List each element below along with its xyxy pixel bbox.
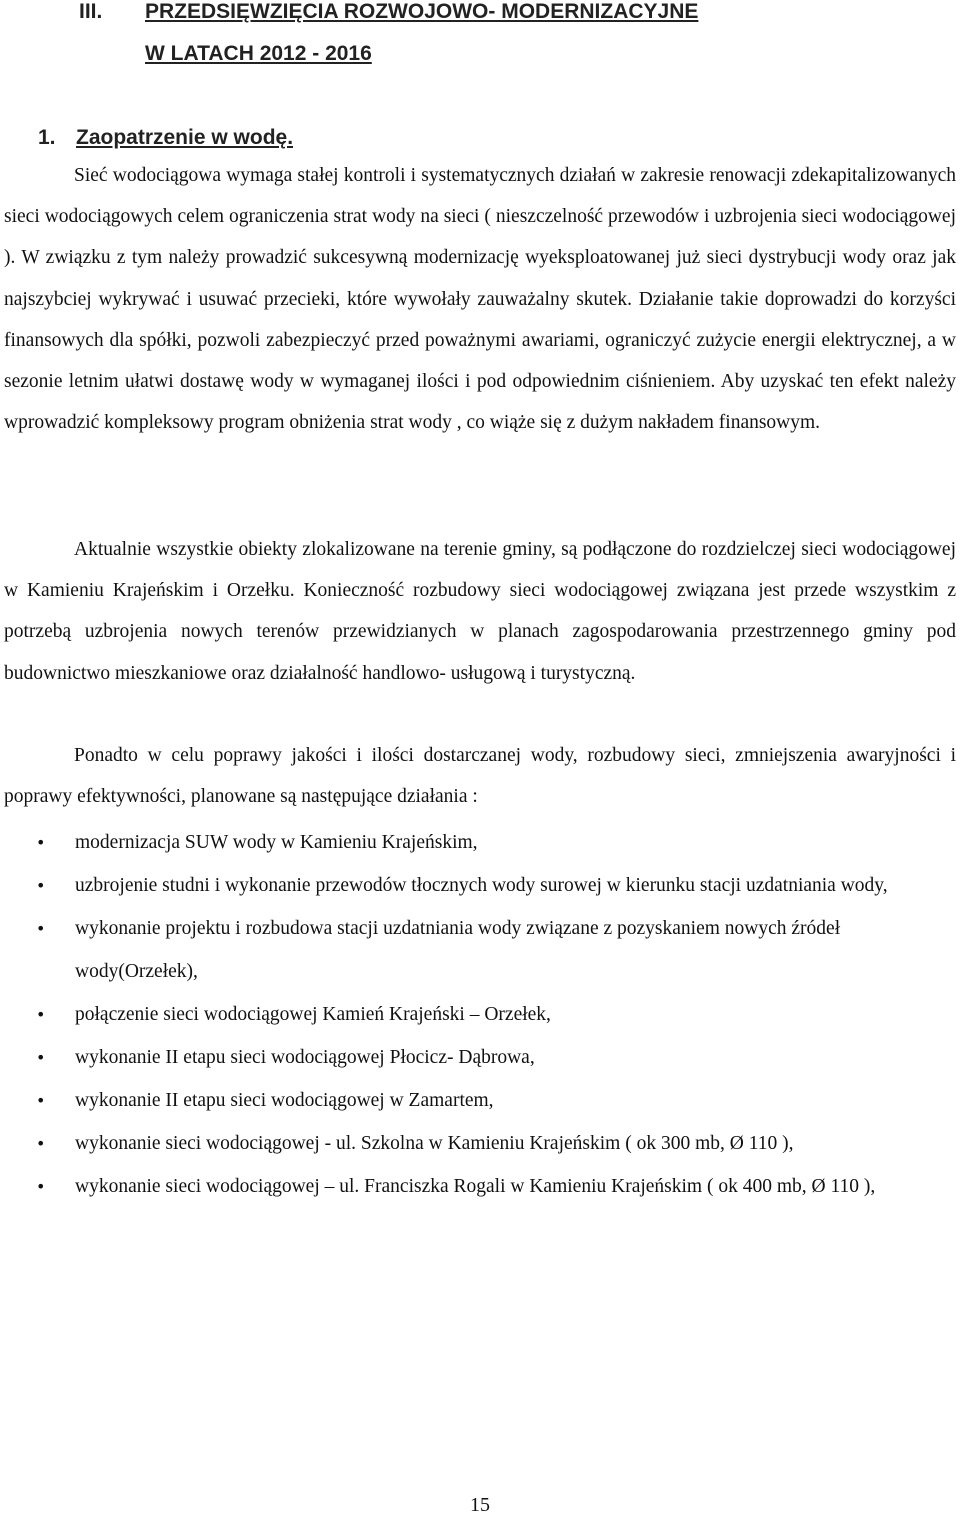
page-number: 15 xyxy=(470,1494,490,1516)
list-item-text: modernizacja SUW wody w Kamieniu Krajeńskim, xyxy=(75,832,478,853)
list-item xyxy=(0,1122,960,1165)
list-item xyxy=(0,821,960,864)
bullet-icon: • xyxy=(36,1091,46,1110)
planned-actions-list xyxy=(0,821,960,1208)
list-item xyxy=(0,1165,960,1208)
list-item-text: wykonanie sieci wodociągowej – ul. Franciszka Rogali w Kamieniu Krajeńskim ( ok 400 mb, Ø 110 ), xyxy=(75,1176,876,1197)
list-item-text: wykonanie II etapu sieci wodociągowej w Zamartem, xyxy=(75,1090,494,1111)
section-heading xyxy=(79,0,879,30)
paragraph-network-expansion: Aktualnie wszystkie obiekty zlokalizowane na terenie gminy, są podłączone do rozdzielczej sieci wodociągowej w Kamieniu Krajeńskim i Orzełku. Konieczność rozbudowy sieci wodociągowej związana jest przede wszystkim z potrzebą uzbrojenia nowych terenów przewidzianych w planach zagospodarowania przestrzennego gminy pod budownictwo mieszkaniowe oraz działalność handlowo- usługową i turystyczną. xyxy=(4,539,956,684)
paragraph-planned-actions-intro: Ponadto w celu poprawy jakości i ilości dostarczanej wody, rozbudowy sieci, zmniejszenia awaryjności i poprawy efektywności, planowane są następujące działania : xyxy=(4,745,956,808)
section-title-line2: W LATACH 2012 - 2016 xyxy=(145,42,372,65)
paragraph-water-network-maintenance: Sieć wodociągowa wymaga stałej kontroli i systematycznych działań w zakresie renowacji zdekapitalizowanych sieci wodociągowych celem ograniczenia strat wody na sieci ( nieszczelność przewodów i uzbrojenia sieci wodociągowej ). W związku z tym należy prowadzić sukcesywną modernizację wyeksploatowanej już sieci dystrybucji wody oraz jak najszybciej wykrywać i usuwać przecieki, które wywołały zauważalny skutek. Działanie takie doprowadzi do korzyści finansowych dla spółki, pozwoli zabezpieczyć przed poważnymi awariami, ograniczyć zużycie energii elektrycznej, a w sezonie letnim ułatwi dostawę wody w wymaganej ilości i pod odpowiednim ciśnieniem. Aby uzyskać ten efekt należy wprowadzić kompleksowy program obniżenia strat wody , co wiąże się z dużym nakładem finansowym. xyxy=(4,165,956,434)
list-item-text: uzbrojenie studni i wykonanie przewodów tłocznych wody surowej w kierunku stacji uzdatniania wody, xyxy=(75,875,888,896)
section-number: III. xyxy=(79,0,103,23)
list-item-text: połączenie sieci wodociągowej Kamień Krajeński – Orzełek, xyxy=(75,1004,551,1025)
bullet-icon: • xyxy=(36,1048,46,1067)
list-item-text: wykonanie sieci wodociągowej - ul. Szkolna w Kamieniu Krajeńskim ( ok 300 mb, Ø 110 ), xyxy=(75,1133,794,1154)
list-item xyxy=(0,1036,960,1079)
subsection-title: Zaopatrzenie w wodę. xyxy=(76,126,294,149)
list-item xyxy=(0,993,960,1036)
section-title-line1: PRZEDSIĘWZIĘCIA ROZWOJOWO- MODERNIZACYJNE xyxy=(145,0,699,23)
list-item-text: wykonanie projektu i rozbudowa stacji uzdatniania wody związane z pozyskaniem nowych źródeł wody(Orzełek), xyxy=(75,918,841,982)
bullet-icon: • xyxy=(36,1177,46,1196)
list-item-text: wykonanie II etapu sieci wodociągowej Płocicz- Dąbrowa, xyxy=(75,1047,535,1068)
list-item xyxy=(0,864,960,907)
bullet-icon: • xyxy=(36,919,46,938)
subsection-heading xyxy=(38,126,438,156)
subsection-number: 1. xyxy=(38,126,56,149)
list-item xyxy=(0,1079,960,1122)
bullet-icon: • xyxy=(36,1134,46,1153)
section-heading-line2 xyxy=(145,42,372,66)
bullet-icon: • xyxy=(36,876,46,895)
list-item xyxy=(0,907,960,993)
bullet-icon: • xyxy=(36,833,46,852)
bullet-icon: • xyxy=(36,1005,46,1024)
